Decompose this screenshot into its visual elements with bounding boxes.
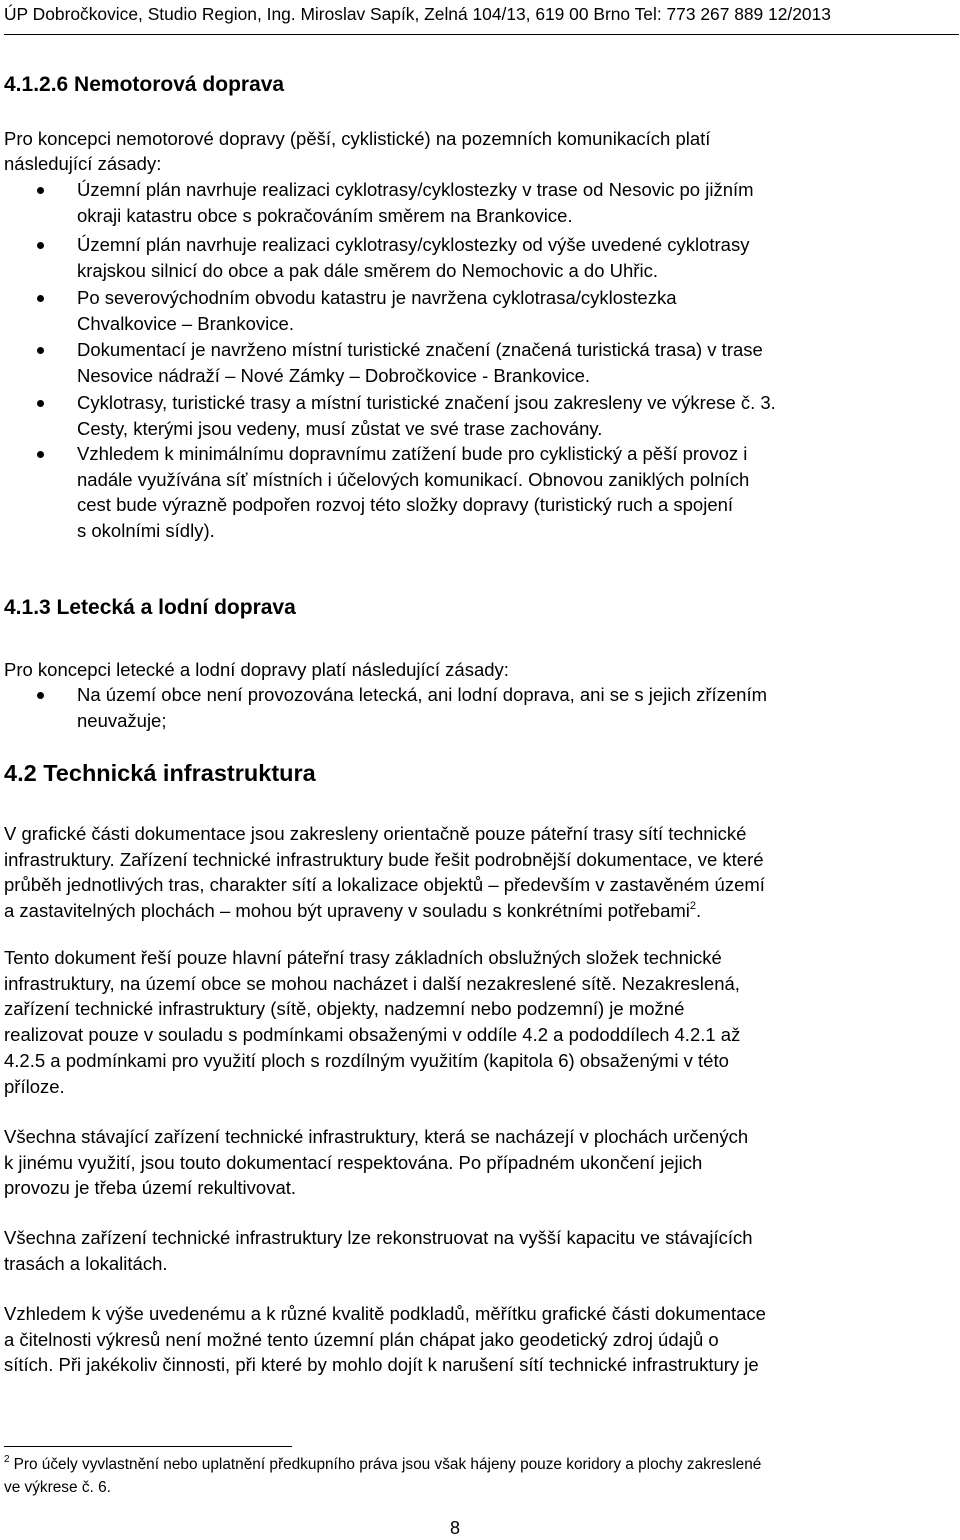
footnote-number: 2 [4, 1454, 10, 1465]
list-item [77, 390, 937, 441]
list-item-line: s okolními sídly). [77, 520, 215, 542]
paragraph-line: realizovat pouze v souladu s podmínkami obsaženými v oddíle 4.2 a pododdílech 4.2.1 až [4, 1024, 741, 1046]
paragraph-line: trasách a lokalitách. [4, 1252, 168, 1274]
bullet-icon [37, 242, 44, 249]
list-item-line: Cyklotrasy, turistické trasy a místní turistické značení jsou zakresleny ve výkrese č. 3. [77, 392, 776, 413]
footnote-separator [4, 1446, 292, 1447]
list-item-line: Dokumentací je navrženo místní turistické značení (značená turistická trasa) v trase [77, 339, 763, 360]
list-item [77, 441, 937, 544]
paragraph-line: Tento dokument řeší pouze hlavní páteřní trasy základních obslužných složek technické [4, 947, 722, 968]
footnote-reference: 2 [689, 900, 697, 913]
paragraph-line: průběh jednotlivých tras, charakter sítí a lokalizace objektů – především v zastavěném území [4, 874, 765, 896]
paragraph-line: provozu je třeba území rekultivovat. [4, 1177, 297, 1199]
list-item-line: Územní plán navrhuje realizaci cyklotrasy/cyklostezky od výše uvedené cyklotrasy [77, 234, 750, 255]
section-heading-technicka-infrastruktura: 4.2 Technická infrastruktura [4, 760, 316, 786]
section-heading-letecka-lodni-doprava: 4.1.3 Letecká a lodní doprava [4, 596, 296, 619]
list-item-line: Nesovice nádraží – Nové Zámky – Dobročkovice - Brankovice. [77, 364, 591, 386]
section-heading-nemotorova-doprava: 4.1.2.6 Nemotorová doprava [4, 73, 285, 96]
paragraph-line: Pro koncepci nemotorové dopravy (pěší, cyklistické) na pozemních komunikacích platí [4, 128, 711, 149]
paragraph-line: zařízení technické infrastruktury (sítě, objekty, nadzemní nebo podzemní) je možné [4, 998, 685, 1020]
paragraph [4, 945, 924, 1099]
footnote-line [4, 1455, 924, 1478]
paragraph-line: Vzhledem k výše uvedenému a k různé kvalitě podkladů, měřítku grafické části dokumentace [4, 1303, 766, 1324]
paragraph-line: V grafické části dokumentace jsou zakresleny orientačně pouze páteřní trasy sítí technické [4, 823, 747, 844]
paragraph [4, 1124, 924, 1201]
paragraph-line: infrastruktury, na území obce se mohou nacházet i další nezakreslené sítě. Nezakreslená, [4, 972, 740, 994]
paragraph-line: infrastruktury. Zařízení technické infrastruktury bude řešit podrobnější dokumentace, ve které [4, 848, 764, 870]
list-item [77, 285, 937, 336]
list-item [77, 177, 937, 228]
bullet-icon [37, 692, 44, 699]
paragraph-line [4, 898, 924, 928]
bullet-icon [37, 347, 44, 354]
list-item-line: Po severovýchodním obvodu katastru je navržena cyklotrasa/cyklostezka [77, 287, 677, 308]
list-item-line: cest bude výrazně podpořen rozvoj této složky dopravy (turistický ruch a spojení [77, 494, 734, 516]
list-item [77, 337, 937, 388]
list-item-line: nadále využívána síť místních i účelových komunikací. Obnovou zaniklých polních [77, 468, 750, 490]
paragraph-line: Pro koncepci letecké a lodní dopravy platí následující zásady: [4, 659, 509, 680]
bullet-icon [37, 451, 44, 458]
bullet-icon [37, 295, 44, 302]
page-number: 8 [450, 1518, 461, 1538]
list-item-line: Chvalkovice – Brankovice. [77, 312, 294, 334]
paragraph-line: příloze. [4, 1075, 65, 1097]
paragraph [4, 1301, 924, 1378]
list-item-line: krajskou silnicí do obce a pak dále směrem do Nemochovic a do Uhřic. [77, 259, 658, 281]
list-item-line: Cesty, kterými jsou vedeny, musí zůstat ve své trase zachovány. [77, 417, 603, 439]
list-item-line: Vzhledem k minimálnímu dopravnímu zatížení bude pro cyklistický a pěší provoz i [77, 443, 748, 464]
bullet-icon [37, 400, 44, 407]
bullet-icon [37, 187, 44, 194]
footnote-line: ve výkrese č. 6. [4, 1478, 111, 1496]
paragraph-end: . [696, 900, 702, 922]
paragraph-line: k jinému využití, jsou touto dokumentací respektována. Po případném ukončení jejich [4, 1151, 703, 1173]
paragraph-line: 4.2.5 a podmínkami pro využití ploch s rozdílným využitím (kapitola 6) obsaženými v této [4, 1049, 729, 1071]
paragraph-line: a čitelnosti výkresů není možné tento územní plán chápat jako geodetický zdroj údajů o [4, 1328, 719, 1350]
paragraph-line: Všechna zařízení technické infrastruktury lze rekonstruovat na vyšší kapacitu ve stávajících [4, 1227, 753, 1248]
paragraph-text: a zastavitelných plochách – mohou být upraveny v souladu s konkrétními potřebami [4, 900, 690, 922]
list-item [77, 232, 937, 283]
list-item-line: neuvažuje; [77, 709, 167, 731]
page-header: ÚP Dobročkovice, Studio Region, Ing. Miroslav Sapík, Zelná 104/13, 619 00 Brno Tel: 773 267 889 12/2013 [4, 4, 959, 35]
footnote-text: Pro účely vyvlastnění nebo uplatnění předkupního práva jsou však hájeny pouze koridory a plochy zakreslené [13, 1456, 762, 1473]
list-item-line: Na území obce není provozována letecká, ani lodní doprava, ani se s jejich zřízením [77, 684, 768, 705]
paragraph [4, 821, 924, 928]
paragraph-line: sítích. Při jakékoliv činnosti, při které by mohlo dojít k narušení sítí technické infrastruktury je [4, 1354, 759, 1376]
list-item [77, 682, 937, 733]
paragraph-line: Všechna stávající zařízení technické infrastruktury, která se nacházejí v plochách určených [4, 1126, 749, 1147]
footnote [4, 1455, 924, 1498]
paragraph-line: následující zásady: [4, 153, 162, 174]
list-item-line: Územní plán navrhuje realizaci cyklotrasy/cyklostezky v trase od Nesovic po jižním [77, 179, 754, 200]
list-item-line: okraji katastru obce s pokračováním směrem na Brankovice. [77, 204, 573, 226]
paragraph [4, 1225, 924, 1276]
